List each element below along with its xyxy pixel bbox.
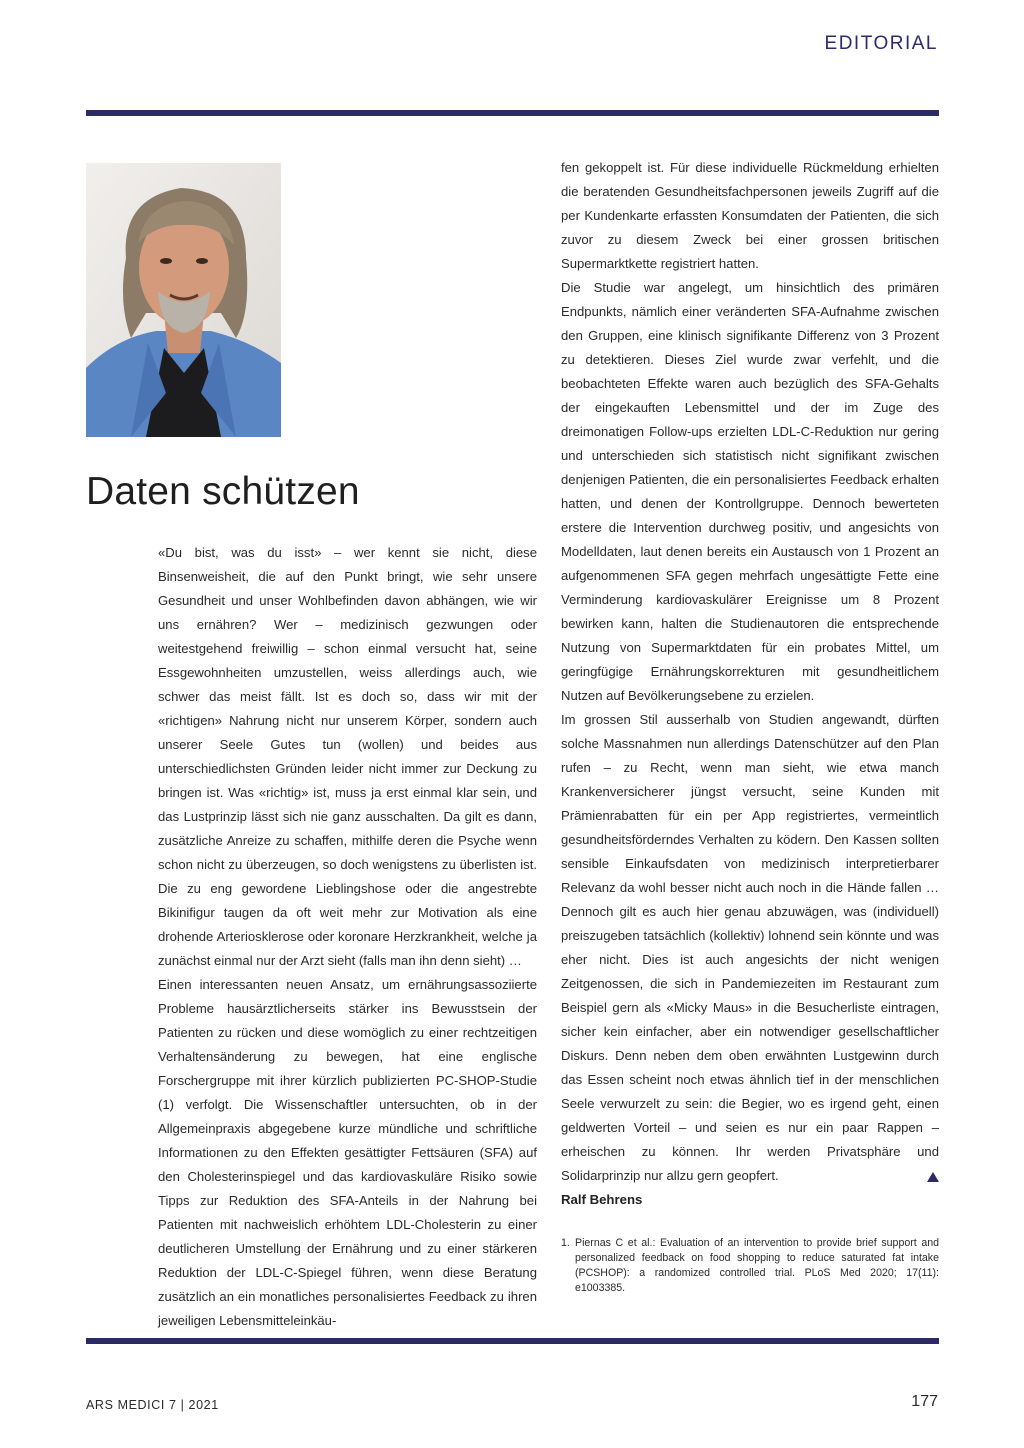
reference-text: Piernas C et al.: Evaluation of an intervention to provide brief support and personalized feedback on food shopping to reduce saturated fat intake (PCSHOP): a randomized controlled trial. PLoS Med 2020; 17(11): e1003385. [575, 1237, 939, 1294]
article-column-left [158, 541, 537, 1333]
article-title: Daten schützen [86, 470, 360, 513]
author-name: Ralf Behrens [561, 1192, 643, 1207]
author-portrait [86, 163, 281, 437]
end-triangle-icon [927, 1172, 939, 1182]
bottom-rule [86, 1338, 939, 1344]
article-column-right [561, 156, 939, 1188]
page-number: 177 [911, 1393, 938, 1410]
paragraph: Die Studie war angelegt, um hinsichtlich des primären Endpunkts, nämlich einer veränderten SFA-Aufnahme zwischen den Gruppen, eine klinisch signifikante Differenz von 3 Prozent zu detektieren. Dieses Ziel wurde zwar verfehlt, und die beobachteten Effekte waren auch bezüglich des SFA-Gehalts der eingekauften Lebensmittel und der im Zuge des dreimonatigen Follow-ups erzielten LDL-C-Reduktion nur gering und unterschieden sich statistisch nicht signifikant zwischen denjenigen Patienten, die ein personalisiertes Feedback erhalten hatten, und denen der Kontrollgruppe. Dennoch bewerteten erstere die Intervention durchweg positiv, und angesichts von Modelldaten, laut denen bereits ein Austausch von 1 Prozent an aufgenommenen SFA gegen mehrfach ungesättigte Fette eine Verminderung kardiovaskulärer Ereignisse um 8 Prozent bewirken kann, halten die Studienautoren die entsprechende Nutzung von Supermarktdaten für ein probates Mittel, um geringfügige Ernährungskorrekturen mit gesundheitlichem Nutzen auf Bevölkerungsebene zu erzielen. [561, 280, 939, 703]
paragraph-last [561, 708, 939, 1188]
journal-issue: ARS MEDICI 7 | 2021 [86, 1398, 219, 1412]
paragraph: Einen interessanten neuen Ansatz, um ernährungsassoziierte Probleme hausärztlicherseits stärker ins Bewusstsein der Patienten zu rücken und diese womöglich zu einer rechtzeitigen Verhaltensänderung zu bewegen, hat eine englische Forschergruppe mit ihrer kürzlich publizierten PC-SHOP-Studie (1) verfolgt. Die Wissenschaftler untersuchten, ob in der Allgemeinpraxis abgegebene kurze mündliche und schriftliche Informationen zu den Effekten gesättigter Fettsäuren (SFA) auf den Cholesterinspiegel und das kardiovaskuläre Risiko sowie Tipps zur Reduktion des SFA-Anteils in der Nahrung bei Patienten mit nachweislich erhöhtem LDL-Cholesterin zu einer deutlicheren Umstellung der Ernährung und zu einer stärkeren Reduktion der LDL-C-Spiegel führen, wenn diese Beratung zusätzlich an ein monatliches personalisiertes Feedback zu ihren jeweiligen Lebensmitteleinkäu- [158, 977, 537, 1328]
reference-number: 1. [561, 1237, 570, 1249]
paragraph-text: Im grossen Stil ausserhalb von Studien angewandt, dürften solche Massnahmen nun allerdings Datenschützer auf den Plan rufen – zu Recht, wenn man sieht, wie etwa manch Krankenversicherer jüngst versucht, seine Kunden mit Prämienrabatten für ein per App registriertes, vermeintlich gesundheitsförderndes Verhalten zu ködern. Den Kassen sollten sensible Einkaufsdaten von medizinisch interpretierbarer Relevanz da wohl besser nicht auch noch in die Hände fallen … Dennoch gilt es auch hier genau abzuwägen, was (individuell) preiszugeben tatsächlich (kollektiv) lohnend sein könnte und was eher nicht. Dies ist auch angesichts der nicht wenigen Zeitgenossen, die sich in Pandemiezeiten im Restaurant zum Beispiel gern als «Micky Maus» in die Besucherliste eintragen, sicher kein einfacher, aber ein notwendiger gesellschaftlicher Diskurs. Denn neben dem oben erwähnten Lustgewinn durch das Essen scheint noch etwas ähnlich tief in der menschlichen Seele verwurzelt zu sein: die Begier, wo es irgend geht, einen geldwerten Vorteil – und seien es nur ein paar Rappen – erheischen zu können. Ihr werden Privatsphäre und Solidarprinzip nur allzu gern geopfert. [561, 712, 939, 1183]
reference-item [561, 1236, 939, 1296]
paragraph: fen gekoppelt ist. Für diese individuelle Rückmeldung erhielten die beratenden Gesundheitsfachpersonen jeweils Zugriff auf die per Kundenkarte erfassten Konsumdaten der Patienten, die sich zuvor zu diesem Zweck bei einer grossen britischen Supermarktkette registriert hatten. [561, 160, 939, 271]
section-label: EDITORIAL [824, 33, 938, 54]
references [561, 1236, 939, 1296]
top-rule [86, 110, 939, 116]
author-portrait-photo [86, 163, 281, 437]
paragraph: «Du bist, was du isst» – wer kennt sie nicht, diese Binsenweisheit, die auf den Punkt bringt, wie sehr unsere Gesundheit und unser Wohlbefinden davon abhängen, wie wir uns ernähren? Wer – medizinisch gezwungen oder weitestgehend freiwillig – schon einmal versucht hat, seine Essgewohnheiten umzustellen, weiss allerdings auch, wie schwer das meist fällt. Ist es doch so, dass wir mit der «richtigen» Nahrung nicht nur unserem Körper, sondern auch unserer Seele Gutes tun (wollen) und beides aus unterschiedlichsten Gründen leider nicht immer zur Deckung zu bringen ist. Was «richtig» ist, muss ja erst einmal klar sein, und das Lustprinzip lässt sich nie ganz ausschalten. Da gilt es dann, zusätzliche Anreize zu schaffen, mithilfe deren die Psyche wenn schon nicht zu überzeugen, so doch wenigstens zu überlisten ist. Die zu eng gewordene Lieblingshose oder die angestrebte Bikinifigur taugen da oft weit mehr zur Motivation als eine drohende Arteriosklerose oder koronare Herzkrankheit, welche ja zunächst einmal nur der Arzt sieht (falls man ihn denn sieht) … [158, 545, 537, 968]
